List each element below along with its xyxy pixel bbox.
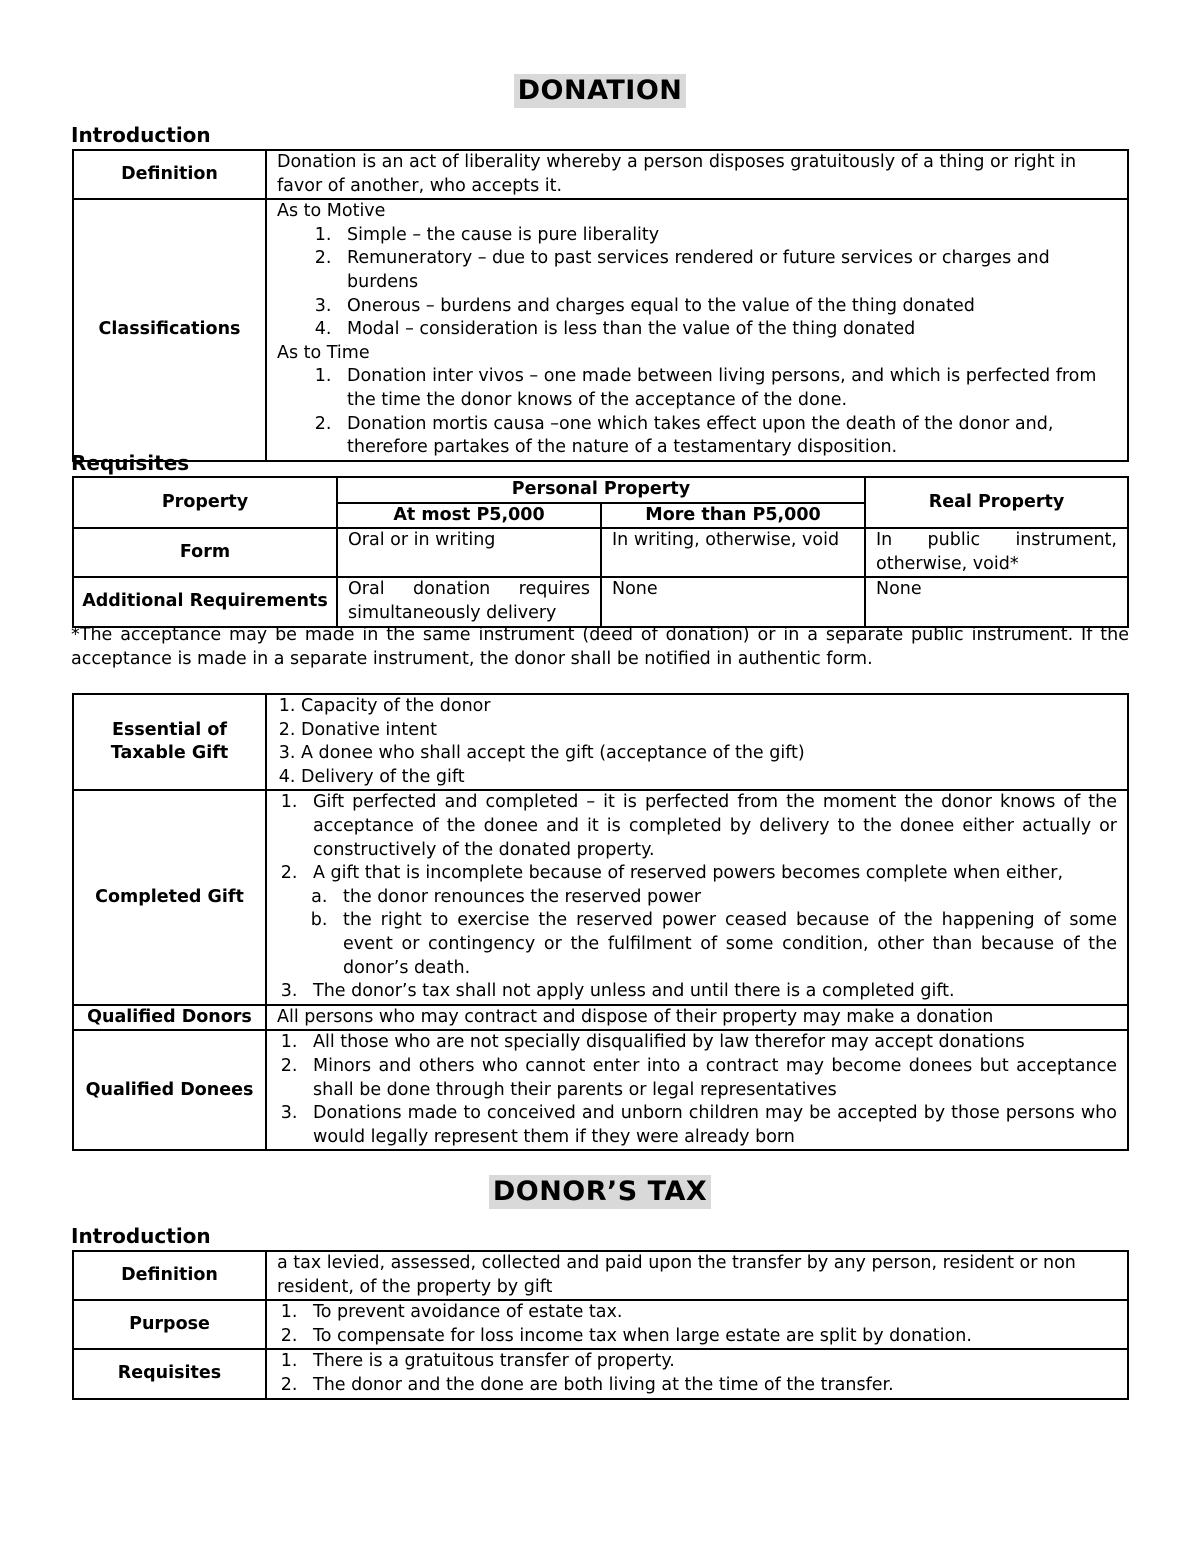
motive-list xyxy=(277,224,1117,342)
list-item: 2. To compensate for loss income tax when large estate are split by donation. xyxy=(303,1325,1117,1349)
list-item-text: A gift that is incomplete because of reserved powers becomes complete when either, xyxy=(313,863,1064,884)
completed-list xyxy=(277,791,1117,1003)
gift-table xyxy=(72,693,1129,1151)
completed-content xyxy=(266,790,1128,1004)
list-item: 1. Simple – the cause is pure liberality xyxy=(337,224,1117,248)
list-item xyxy=(303,862,1117,980)
donees-content xyxy=(266,1030,1128,1150)
donees-row xyxy=(73,1030,1128,1150)
donors-label: Qualified Donors xyxy=(73,1005,266,1031)
list-item: 4. Delivery of the gift xyxy=(301,766,1117,790)
form-at-most: Oral or in writing xyxy=(337,528,601,577)
classifications-label: Classifications xyxy=(73,199,266,461)
requisites-table xyxy=(72,476,1129,628)
tax-requisites-list xyxy=(277,1350,1117,1397)
donors-tax-title-wrap xyxy=(0,1175,1200,1209)
donors-tax-table xyxy=(72,1250,1129,1400)
form-real: In public instrument, otherwise, void* xyxy=(865,528,1128,577)
purpose-list xyxy=(277,1301,1117,1348)
essential-row xyxy=(73,694,1128,790)
list-item: 1. To prevent avoidance of estate tax. xyxy=(303,1301,1117,1325)
completed-sublist xyxy=(313,886,1117,980)
list-item: 3. A donee who shall accept the gift (acceptance of the gift) xyxy=(301,742,1117,766)
list-item: 2. Donation mortis causa –one which takes effect upon the death of the donor and, therefore partakes of the nature of a testamentary disposition. xyxy=(337,413,1117,460)
sublist-item: b. the right to exercise the reserved power ceased because of the happening of some event or contingency or the fulfilment of some condition, other than because of the donor’s death. xyxy=(333,909,1117,980)
donors-row xyxy=(73,1005,1128,1031)
donation-title-wrap xyxy=(0,74,1200,108)
list-item: 2. The donor and the done are both living at the time of the transfer. xyxy=(303,1374,1117,1398)
list-item: 3. Donations made to conceived and unborn children may be accepted by those persons who would legally represent them if they were already born xyxy=(303,1102,1117,1149)
tax-definition-text: a tax levied, assessed, collected and paid upon the transfer by any person, resident or non resident, of the property by gift xyxy=(266,1251,1128,1300)
definition-row xyxy=(73,150,1128,199)
list-item: 2. Minors and others who cannot enter into a contract may become donees but acceptance shall be done through their parents or legal representatives xyxy=(303,1055,1117,1102)
donors-text: All persons who may contract and dispose of their property may make a donation xyxy=(266,1005,1128,1031)
requisites-heading: Requisites xyxy=(71,451,190,475)
donees-label: Qualified Donees xyxy=(73,1030,266,1150)
real-property-header: Real Property xyxy=(865,477,1128,528)
list-item: 3. The donor’s tax shall not apply unless and until there is a completed gift. xyxy=(303,980,1117,1004)
tax-requisites-content xyxy=(266,1349,1128,1398)
form-row xyxy=(73,528,1128,577)
tax-definition-label: Definition xyxy=(73,1251,266,1300)
classifications-content xyxy=(266,199,1128,461)
personal-property-header: Personal Property xyxy=(337,477,865,503)
requisites-header-row xyxy=(73,477,1128,503)
form-more-than: In writing, otherwise, void xyxy=(601,528,865,577)
classifications-row xyxy=(73,199,1128,461)
purpose-content xyxy=(266,1300,1128,1349)
list-item: 1. Donation inter vivos – one made between living persons, and which is perfected from the time the donor knows of the acceptance of the done. xyxy=(337,365,1117,412)
additional-real: None xyxy=(865,577,1128,626)
tax-requisites-label: Requisites xyxy=(73,1349,266,1398)
additional-row xyxy=(73,577,1128,626)
property-header: Property xyxy=(73,477,337,528)
tax-definition-row xyxy=(73,1251,1128,1300)
list-item: 1. Gift perfected and completed – it is perfected from the moment the donor knows of the acceptance of the donee and it is completed by delivery to the donee either actually or constructively of the donated property. xyxy=(303,791,1117,862)
additional-more-than: None xyxy=(601,577,865,626)
list-item: 3. Onerous – burdens and charges equal to the value of the thing donated xyxy=(337,295,1117,319)
completed-label: Completed Gift xyxy=(73,790,266,1004)
at-most-header: At most P5,000 xyxy=(337,503,601,529)
donors-tax-introduction-heading: Introduction xyxy=(71,1224,211,1248)
time-list xyxy=(277,365,1117,459)
list-item: 1. All those who are not specially disqualified by law therefor may accept donations xyxy=(303,1031,1117,1055)
list-item: 2. Remuneratory – due to past services rendered or future services or charges and burdens xyxy=(337,247,1117,294)
donors-tax-title: DONOR’S TAX xyxy=(489,1175,711,1209)
donation-title: DONATION xyxy=(514,74,687,108)
essential-list xyxy=(277,695,1117,789)
motive-heading: As to Motive xyxy=(277,201,386,222)
list-item: 1. There is a gratuitous transfer of property. xyxy=(303,1350,1117,1374)
completed-row xyxy=(73,790,1128,1004)
essential-content xyxy=(266,694,1128,790)
additional-at-most: Oral donation requires simultaneously delivery xyxy=(337,577,601,626)
list-item: 2. Donative intent xyxy=(301,719,1117,743)
form-label: Form xyxy=(73,528,337,577)
donees-list xyxy=(277,1031,1117,1149)
introduction-table xyxy=(72,149,1129,462)
purpose-label: Purpose xyxy=(73,1300,266,1349)
additional-label: Additional Requirements xyxy=(73,577,337,626)
definition-label: Definition xyxy=(73,150,266,199)
introduction-heading: Introduction xyxy=(71,123,211,147)
tax-requisites-row xyxy=(73,1349,1128,1398)
sublist-item: a. the donor renounces the reserved power xyxy=(333,886,1117,910)
time-heading: As to Time xyxy=(277,342,370,363)
essential-label: Essential of Taxable Gift xyxy=(73,694,266,790)
list-item: 4. Modal – consideration is less than the value of the thing donated xyxy=(337,318,1117,342)
more-than-header: More than P5,000 xyxy=(601,503,865,529)
acceptance-note: *The acceptance may be made in the same instrument (deed of donation) or in a separate public instrument. If the acceptance is made in a separate instrument, the donor shall be notified in authentic form. xyxy=(71,625,1129,669)
definition-text: Donation is an act of liberality whereby a person disposes gratuitously of a thing or right in favor of another, who accepts it. xyxy=(266,150,1128,199)
purpose-row xyxy=(73,1300,1128,1349)
list-item: 1. Capacity of the donor xyxy=(301,695,1117,719)
